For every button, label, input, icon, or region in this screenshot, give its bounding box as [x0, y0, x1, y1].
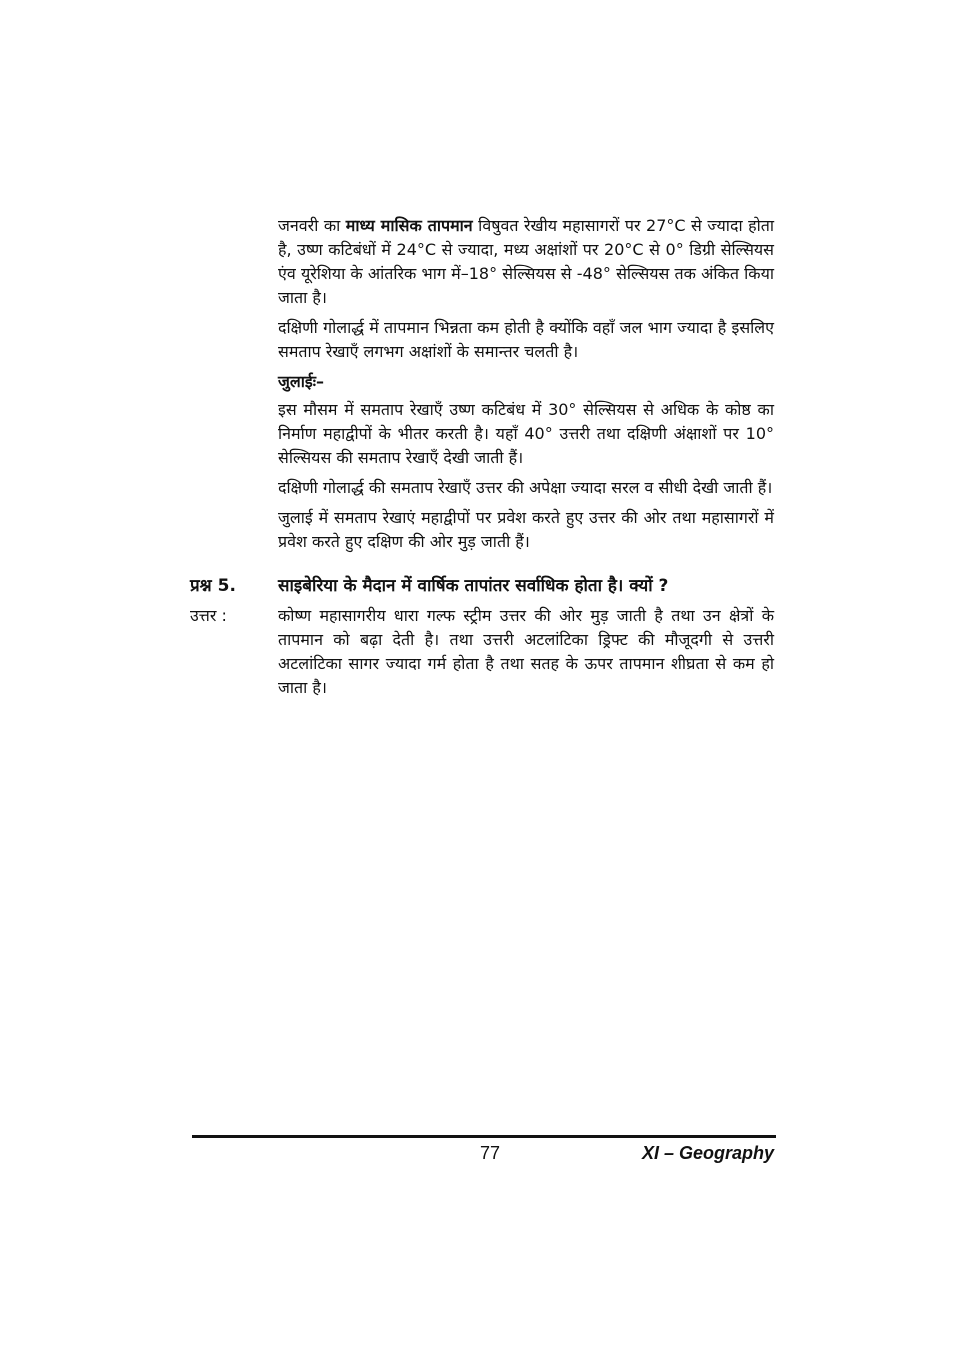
- paragraph-january-end: विषुवत रेखीय महासागरों पर 27°C से ज्यादा होता है, उष्ण कटिबंधों में 24°C से ज्यादा, मध्य अक्षांशों पर 20°C से 0° डिग्री सेल्सियस एंव यूरेशिया के आंतरिक भाग में–18° सेल्सियस से -48° सेल्सियस तक अंकित किया जाता है।: [278, 216, 774, 307]
- paragraph-southern-hemisphere: दक्षिणी गोलार्द्ध में तापमान भिन्नता कम होती है क्योंकि वहाँ जल भाग ज्यादा है इसलिए समताप रेखाएँ लगभग अक्षांशों के समान्तर चलती है।: [278, 318, 774, 361]
- question-label: प्रश्न 5.: [190, 576, 236, 596]
- page-number: 77: [479, 1143, 501, 1163]
- main-content: [278, 214, 774, 560]
- question-text: साइबेरिया के मैदान में वार्षिक तापांतर सर्वाधिक होता है। क्यों ?: [278, 576, 669, 596]
- mean-monthly-temperature-term: माध्य मासिक तापमान: [345, 216, 473, 235]
- july-heading: जुलाईः–: [278, 372, 324, 391]
- paragraph-southern-isotherms: दक्षिणी गोलार्द्ध की समताप रेखाएँ उत्तर की अपेक्षा ज्यादा सरल व सीधी देखी जाती हैं।: [278, 478, 773, 497]
- answer-text: कोष्ण महासागरीय धारा गल्फ स्ट्रीम उत्तर की ओर मुड़ जाती है तथा उन क्षेत्रों के तापमान को बढ़ा देती है। तथा उत्तरी अटलांटिका ड्रिफ्ट की मौजूदगी से उत्तरी अटलांटिका सागर ज्यादा गर्म होता है तथा सतह के ऊपर तापमान शीघ्रता से कम हो जाता है।: [278, 606, 774, 697]
- question-5: [190, 574, 774, 598]
- footer-title: XI – Geography: [641, 1143, 774, 1163]
- paragraph-july-isotherms: इस मौसम में समताप रेखाएँ उष्ण कटिबंध में 30° सेल्सियस से अधिक के कोष्ठ का निर्माण महाद्वीपों के भीतर करती है। यहाँ 40° उत्तरी तथा दक्षिणी अंक्षाशों पर 10° सेल्सियस की समताप रेखाएँ देखी जाती हैं।: [278, 400, 774, 467]
- answer-label: उत्तर :: [190, 606, 227, 625]
- paragraph-january: [278, 214, 774, 310]
- answer-5: [190, 604, 774, 700]
- paragraph-january-start: जनवरी का: [278, 216, 346, 235]
- paragraph-july-bending: जुलाई में समताप रेखाएं महाद्वीपों पर प्रवेश करते हुए उत्तर की ओर तथा महासागरों में प्रवेश करते हुए दक्षिण की ओर मुड़ जाती हैं।: [278, 508, 774, 551]
- footer-divider: [192, 1135, 776, 1138]
